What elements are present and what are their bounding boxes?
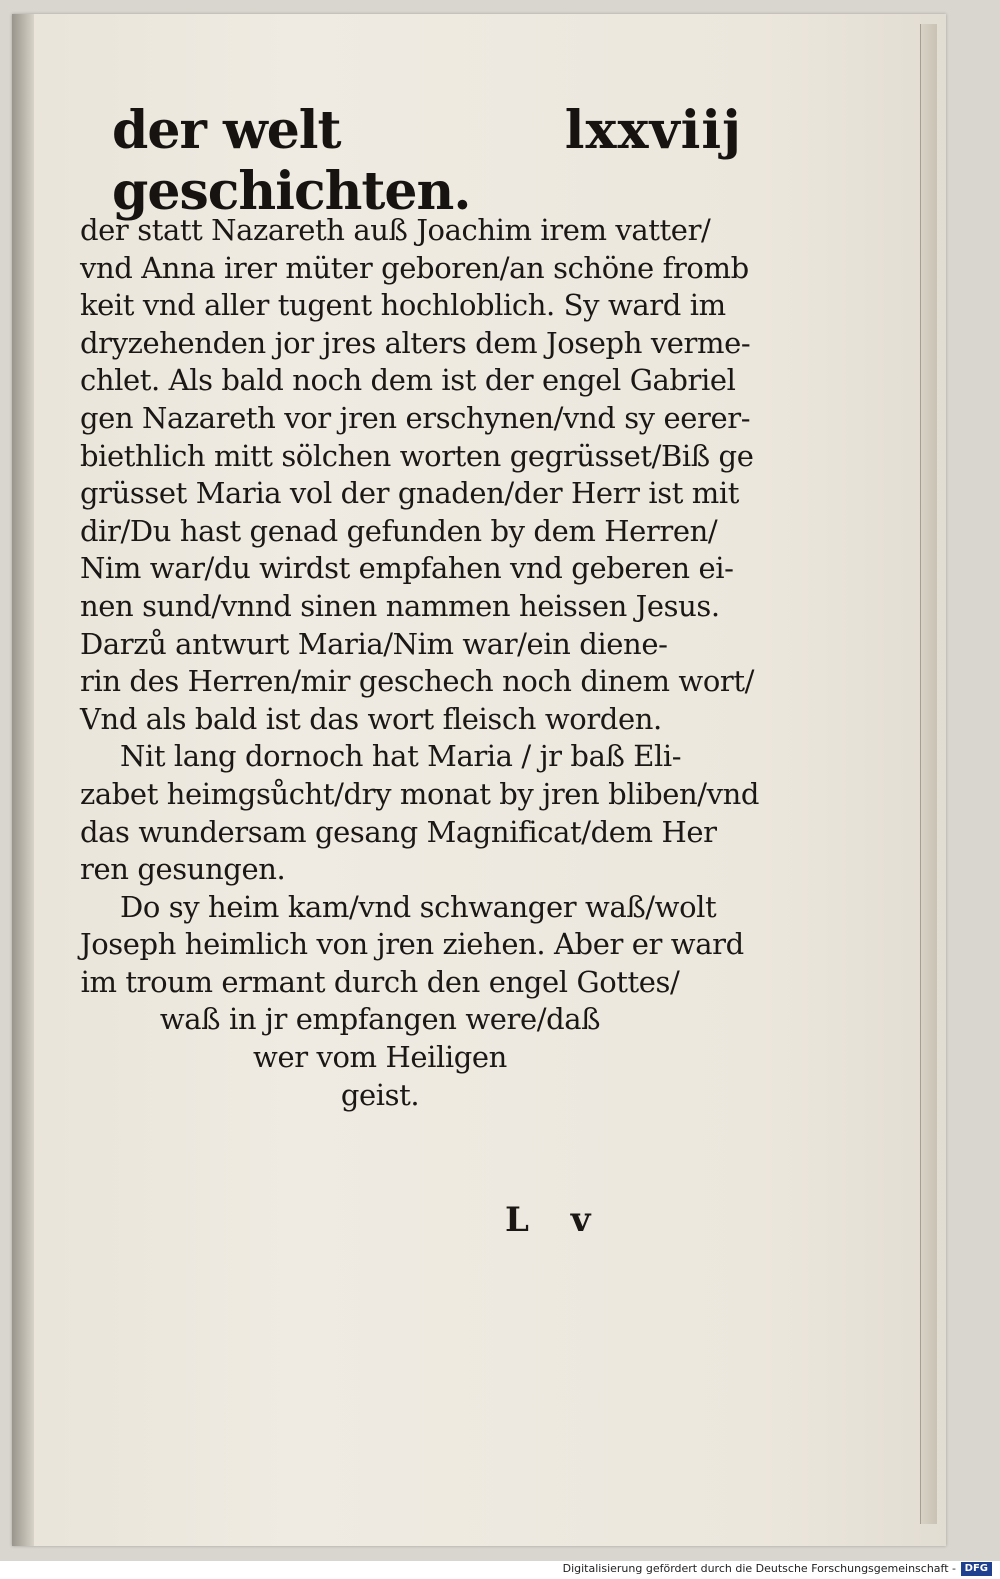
dfg-logo: DFG <box>961 1562 992 1576</box>
running-head-title: der welt geschichten. <box>112 100 471 222</box>
page-fore-edge <box>920 24 937 1524</box>
tapered-line: waß in jr empfangen were/daß <box>159 1002 601 1037</box>
signature-mark: L v <box>505 1200 591 1240</box>
text-line: Vnd als bald ist das wort fleisch worden. <box>80 701 662 736</box>
text-line: der statt Nazareth auß Joachim irem vatter/ <box>80 213 711 247</box>
tapered-line: geist. <box>340 1077 420 1112</box>
text-line: Darzů antwurt Maria/Nim war/ein diene- <box>80 626 668 661</box>
text-line: dryzehenden jor jres alters dem Joseph verme- <box>80 325 751 360</box>
page-gutter <box>12 14 34 1546</box>
running-head <box>112 100 742 222</box>
text-line: keit vnd aller tugent hochloblich. Sy ward im <box>80 288 726 323</box>
text-line: Joseph heimlich von jren ziehen. Aber er ward <box>80 927 744 962</box>
footer-credit: Digitalisierung gefördert durch die Deutsche Forschungsgemeinschaft - <box>562 1562 956 1575</box>
text-line: dir/Du hast genad gefunden by dem Herren/ <box>80 513 718 548</box>
tapered-line: im troum ermant durch den engel Gottes/ <box>80 964 680 999</box>
paragraph-start-line: Nit lang dornoch hat Maria / jr baß Eli- <box>120 739 682 774</box>
text-line: gen Nazareth vor jren erschynen/vnd sy eerer- <box>80 400 751 435</box>
tapered-line: wer vom Heiligen <box>253 1040 507 1075</box>
text-line: grüsset Maria vol der gnaden/der Herr ist mit <box>80 476 740 511</box>
text-line: chlet. Als bald noch dem ist der engel Gabriel <box>80 363 736 398</box>
paragraph-start-line: Do sy heim kam/vnd schwanger waß/wolt <box>120 889 717 924</box>
text-line: Nim war/du wirdst empfahen vnd geberen ei- <box>80 551 734 586</box>
text-line: vnd Anna irer müter geboren/an schöne fromb <box>80 250 749 285</box>
text-line: rin des Herren/mir geschech noch dinem wort/ <box>80 664 754 699</box>
body-text <box>80 212 760 1114</box>
text-line: nen sund/vnnd sinen nammen heissen Jesus. <box>80 588 720 623</box>
text-line: das wundersam gesang Magnificat/dem Her <box>80 814 717 849</box>
text-line: biethlich mitt sölchen worten gegrüsset/Biß ge <box>80 438 754 473</box>
text-line: zabet heimgsůcht/dry monat by jren bliben/vnd <box>80 776 760 811</box>
text-line: ren gesungen. <box>80 852 286 887</box>
folio-number: lxxviij <box>564 100 742 161</box>
